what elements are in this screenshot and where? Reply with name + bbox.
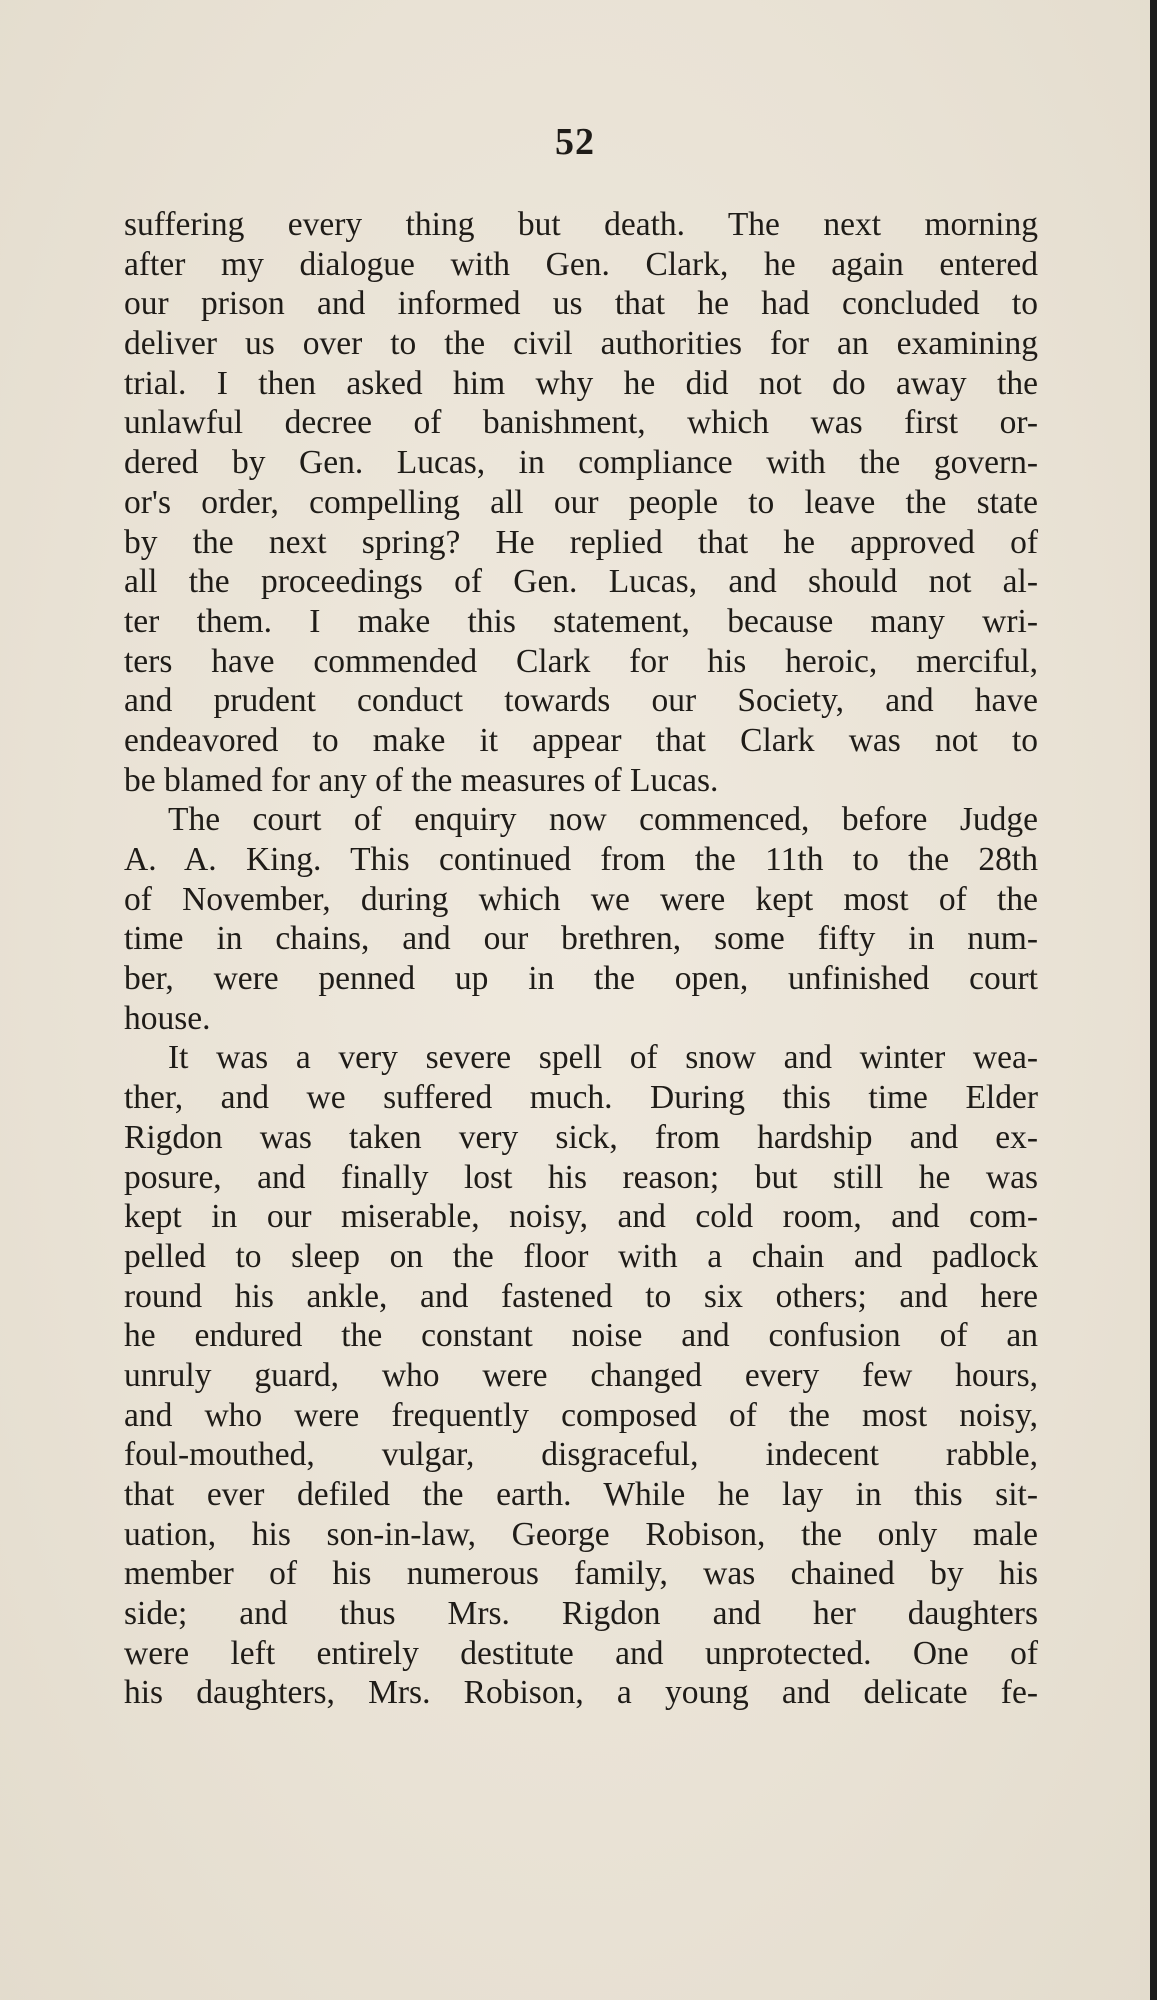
- text-line: his daughters, Mrs. Robison, a young and delicate fe-: [124, 1674, 1038, 1712]
- page-number: 52: [555, 121, 595, 163]
- text-line: ters have commended Clark for his heroic, merciful,: [124, 642, 1038, 680]
- text-line: posure, and finally lost his reason; but still he was: [124, 1158, 1038, 1196]
- text-line: all the proceedings of Gen. Lucas, and should not al-: [124, 563, 1038, 601]
- text-line: by the next spring? He replied that he approved of: [124, 523, 1038, 561]
- text-line: The court of enquiry now commenced, before Judge: [168, 801, 1038, 839]
- text-line: round his ankle, and fastened to six others; and here: [124, 1277, 1038, 1315]
- text-line: endeavored to make it appear that Clark was not to: [124, 721, 1038, 759]
- text-line: dered by Gen. Lucas, in compliance with the govern-: [124, 444, 1038, 482]
- scan-edge: [1150, 0, 1157, 2000]
- text-line: were left entirely destitute and unprotected. One of: [124, 1634, 1038, 1672]
- text-line: member of his numerous family, was chained by his: [124, 1555, 1038, 1593]
- text-line: after my dialogue with Gen. Clark, he again entered: [124, 245, 1038, 283]
- text-line: house.: [124, 999, 211, 1037]
- text-line: suffering every thing but death. The next morning: [124, 206, 1038, 243]
- text-line: unlawful decree of banishment, which was first or-: [124, 404, 1038, 442]
- text-line: he endured the constant noise and confusion of an: [124, 1317, 1038, 1355]
- text-line: of November, during which we were kept most of the: [124, 880, 1038, 918]
- text-line: kept in our miserable, noisy, and cold room, and com-: [124, 1198, 1038, 1236]
- text-line: and who were frequently composed of the most noisy,: [124, 1396, 1038, 1434]
- text-line: A. A. King. This continued from the 11th to the 28th: [124, 841, 1038, 878]
- text-line: ber, were penned up in the open, unfinished court: [124, 960, 1038, 998]
- text-line: time in chains, and our brethren, some fifty in num-: [124, 920, 1038, 958]
- text-line: and prudent conduct towards our Society, and have: [124, 682, 1038, 720]
- text-line: our prison and informed us that he had concluded to: [124, 285, 1038, 323]
- text-line: or's order, compelling all our people to leave the state: [124, 483, 1038, 521]
- text-line: that ever defiled the earth. While he lay in this sit-: [124, 1476, 1038, 1513]
- body-text: [124, 205, 1038, 1713]
- text-line: It was a very severe spell of snow and winter wea-: [168, 1039, 1038, 1077]
- text-line: pelled to sleep on the floor with a chain and padlock: [124, 1237, 1038, 1275]
- text-line: trial. I then asked him why he did not do away the: [124, 364, 1038, 402]
- text-line: unruly guard, who were changed every few hours,: [124, 1356, 1038, 1394]
- text-line: deliver us over to the civil authorities for an examining: [124, 325, 1038, 363]
- text-line: ther, and we suffered much. During this time Elder: [124, 1079, 1038, 1117]
- text-line: be blamed for any of the measures of Lucas.: [124, 761, 719, 799]
- text-line: foul-mouthed, vulgar, disgraceful, indecent rabble,: [124, 1436, 1038, 1474]
- text-line: ter them. I make this statement, because many wri-: [124, 602, 1038, 640]
- text-line: uation, his son-in-law, George Robison, the only male: [124, 1515, 1038, 1553]
- text-line: side; and thus Mrs. Rigdon and her daughters: [124, 1595, 1038, 1633]
- text-line: Rigdon was taken very sick, from hardship and ex-: [124, 1118, 1038, 1156]
